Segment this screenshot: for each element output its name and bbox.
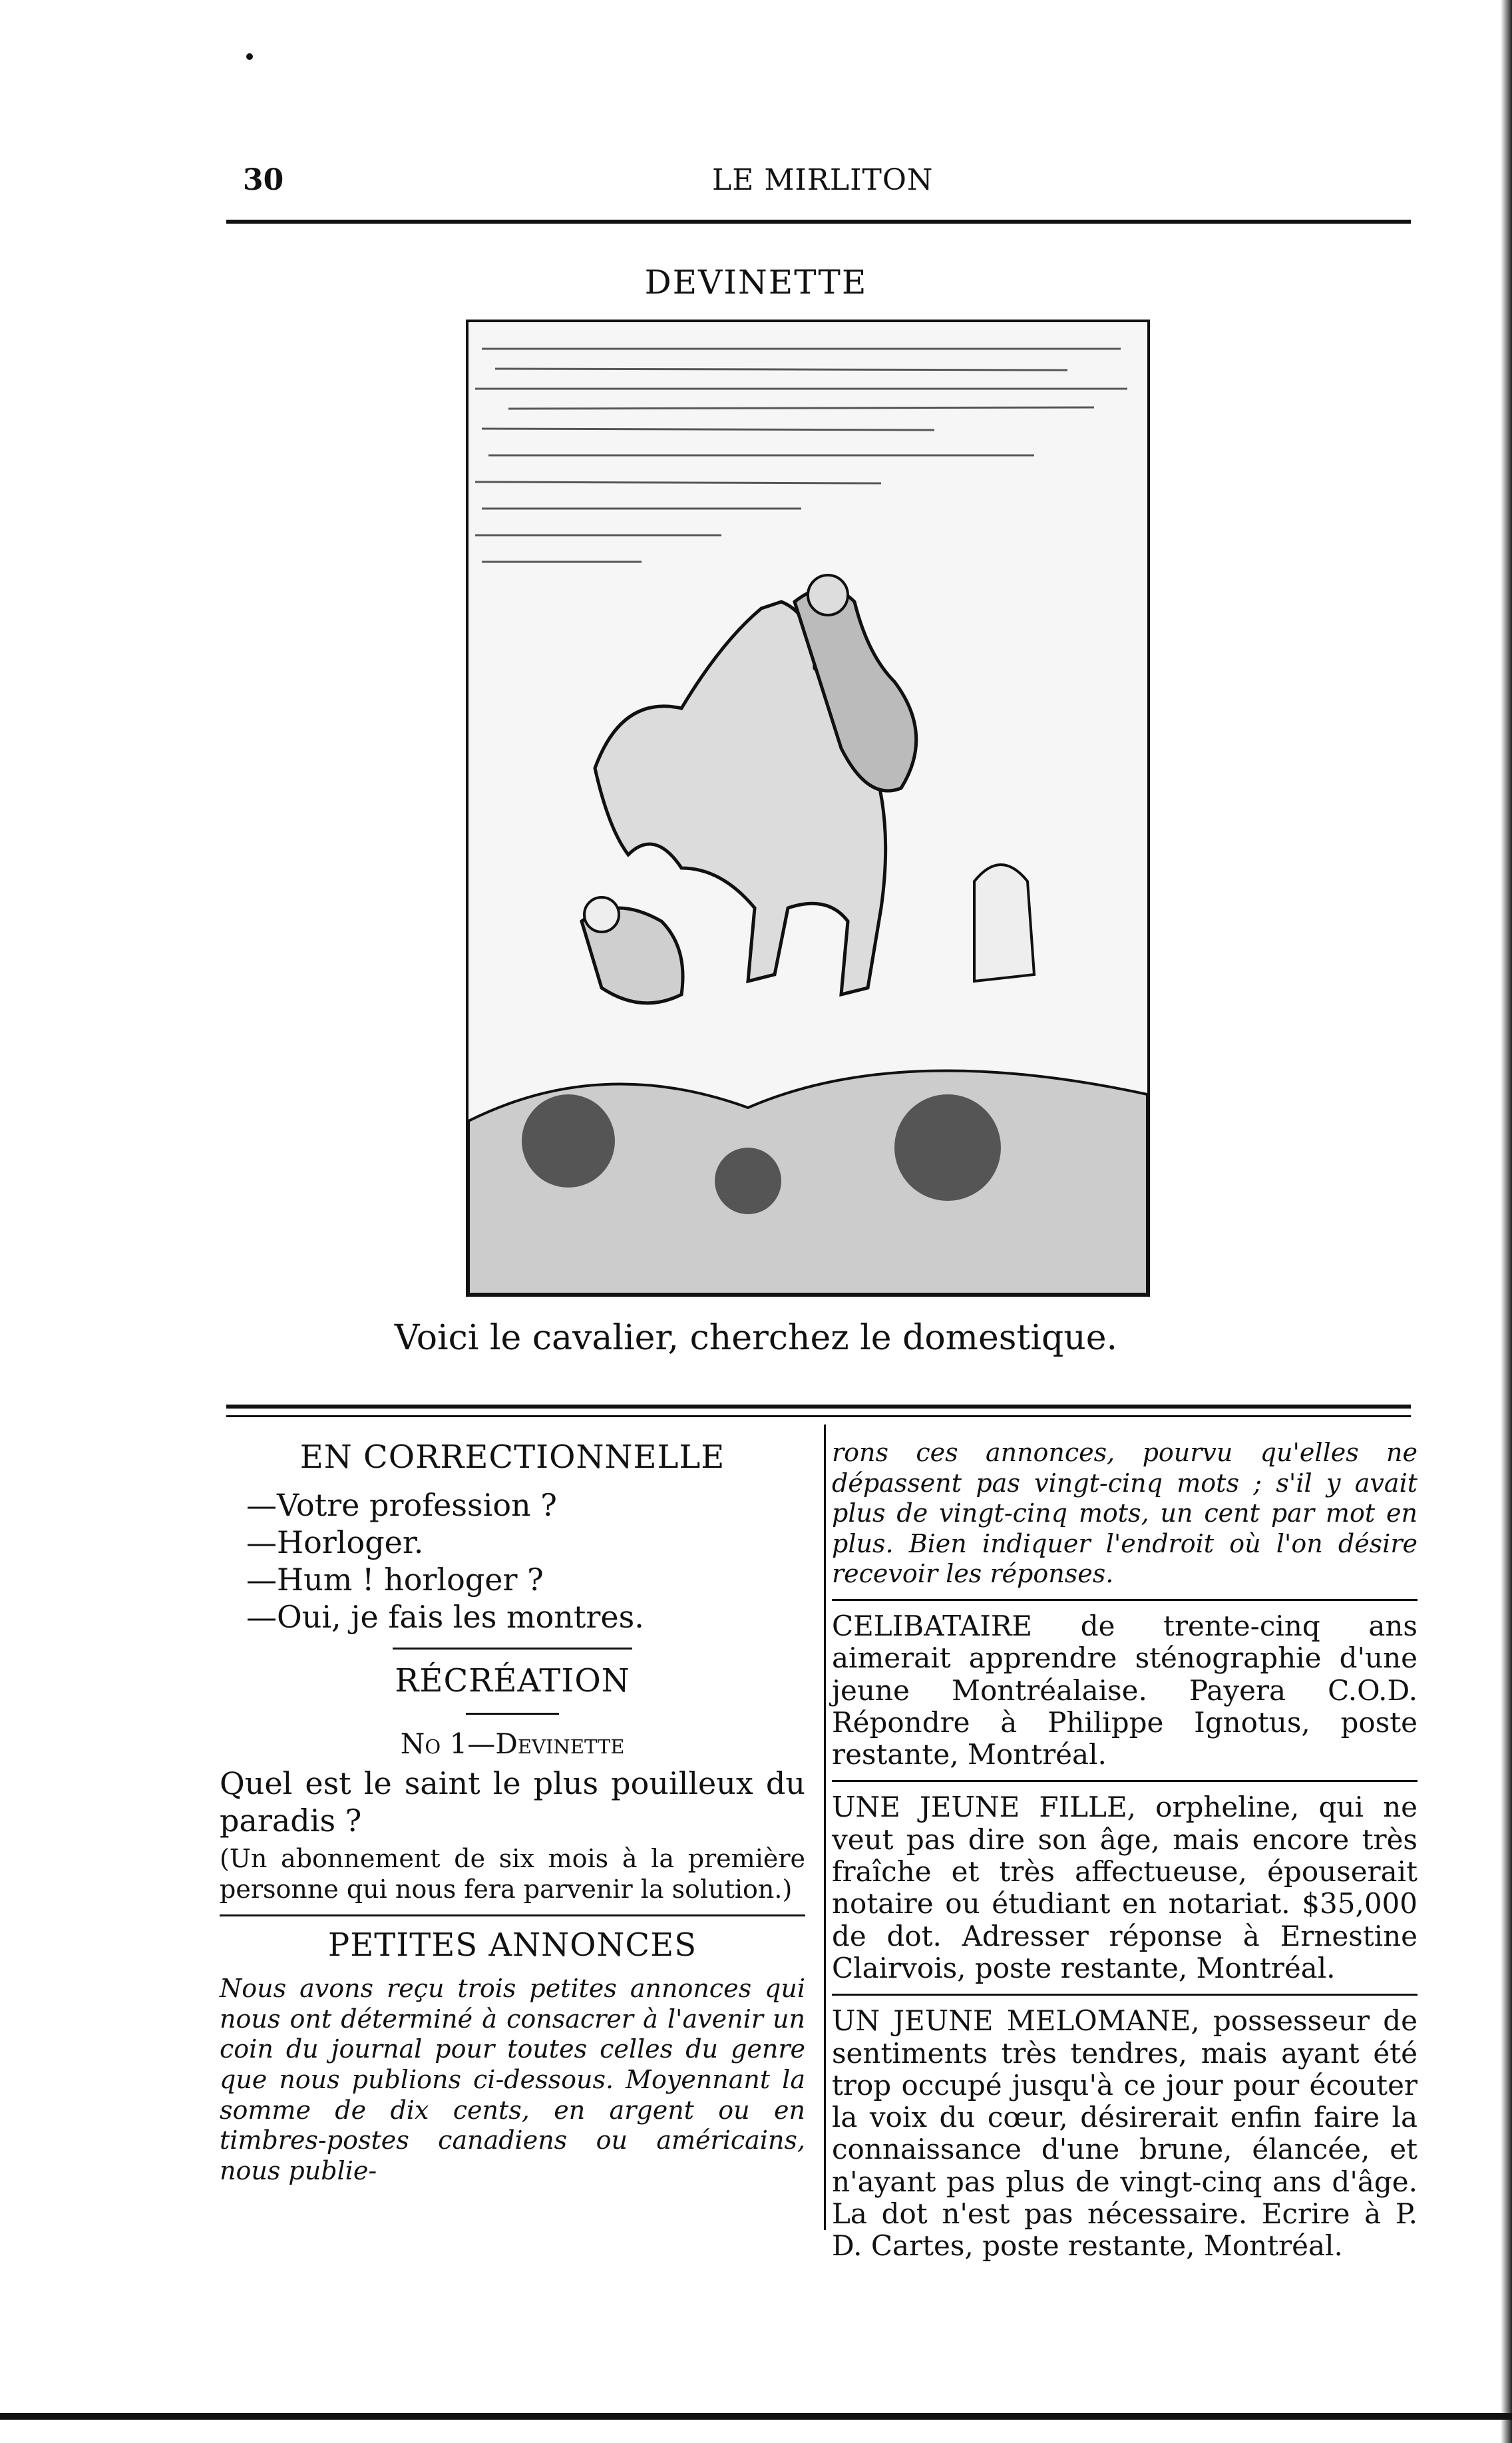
left-column [220,1438,805,2186]
ad-text: de trente-cinq ans aimerait apprendre sténographie d'une jeune Montréalaise. Payera C.O.D. Répondre à Philippe Ignotus, poste restante, Montréal. [832,1609,1418,1771]
right-column [832,1438,1418,2263]
classified-ad [832,1610,1418,1771]
classified-ad [832,2005,1418,2262]
ad-lead: UN JEUNE MELOMANE, [832,2004,1200,2038]
page-number: 30 [243,163,284,197]
puzzle-offer: (Un abonnement de six mois à la première personne qui nous fera parvenir la solution.) [220,1843,805,1904]
ad-lead: UNE JEUNE FILLE, [832,1791,1136,1824]
scan-edge-shadow [1501,0,1512,2443]
illustration-caption: Voici le cavalier, cherchez le domestique. [394,1318,1118,1358]
dialog-line: —Votre profession ? [246,1486,557,1523]
page-title: DEVINETTE [644,263,868,302]
divider [466,1713,559,1715]
dialog-line: —Hum ! horloger ? [246,1561,544,1598]
section-title-annonces: PETITES ANNONCES [327,1926,697,1964]
running-head: LE MIRLITON [712,163,934,197]
divider [832,1994,1418,1996]
ad-lead: CELIBATAIRE [832,1609,1033,1642]
annonces-intro: Nous avons reçu trois petites annonces qui nous ont déterminé à consacrer à l'avenir un coin du journal pour toutes celles du genre que nous publions ci-dessous. Moyennant la somme de dix cents, en argent ou en timbres-postes canadiens ou américains, nous publie- [220,1974,805,2185]
dialog-line: —Oui, je fais les montres. [246,1598,644,1635]
scan-bottom-edge [0,2413,1512,2420]
header-rule [226,220,1411,224]
dialog-line: —Horloger. [246,1524,424,1560]
divider [220,1914,805,1916]
divider [393,1648,632,1650]
horseman-engraving [469,322,1147,1294]
classified-ad [832,1791,1418,1984]
scan-speck [246,53,253,60]
annonces-intro-continued: rons ces annonces, pourvu qu'elles ne dépassent pas vingt-cinq mots ; s'il y avait plus de vingt-cinq mots, un cent par mot en plus. Bien indiquer l'endroit où l'on désire recevoir les réponses. [832,1438,1418,1589]
section-rule-thin [226,1415,1411,1417]
section-rule-thick [226,1405,1411,1409]
ad-text: possesseur de sentiments très tendres, mais ayant été trop occupé jusqu'à ce jour pour écouter la voix du cœur, désirerait enfin faire la connaissance d'une brune, élancée, et n'ayant pas plus de vingt-cinq ans d'âge. La dot n'est pas nécessaire. Ecrire à P. D. Cartes, poste restante, Montréal. [832,2004,1418,2263]
ad-text: orpheline, qui ne veut pas dire son âge, mais encore très fraîche et très affectueuse, épouserait notaire ou étudiant en notariat. $35,000 de dot. Adresser réponse à Ernestine Clairvois, poste restante, Montréal. [832,1791,1418,1984]
divider [832,1599,1418,1601]
divider [832,1780,1418,1782]
section-title-recreation: RÉCRÉATION [395,1662,630,1699]
engraving-illustration [466,320,1150,1297]
puzzle-question: Quel est le saint le plus pouilleux du paradis ? [220,1765,805,1839]
section-title-correctionnelle: EN CORRECTIONNELLE [299,1439,725,1476]
dialog-block [220,1486,805,1636]
puzzle-title: No 1—Devinette [400,1727,625,1760]
column-divider [824,1425,826,2230]
